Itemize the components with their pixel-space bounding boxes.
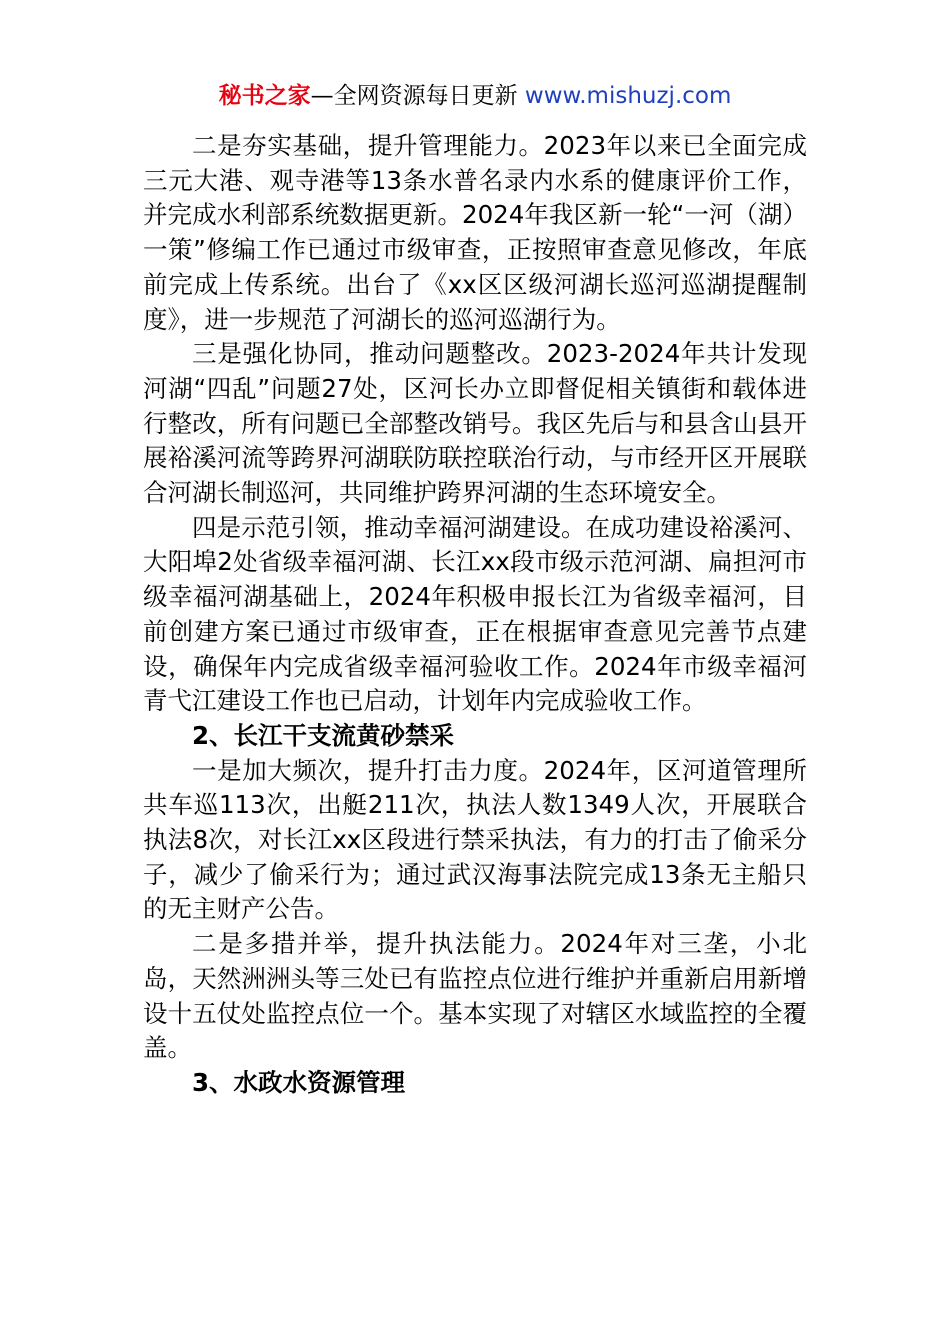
section-heading-sand-mining: 2、长江干支流黄砂禁采 (192, 720, 455, 750)
header-tagline: —全网资源每日更新 (310, 83, 518, 109)
section-heading-water-administration: 3、水政水资源管理 (192, 1067, 406, 1097)
document-body (143, 129, 807, 1101)
paragraph-measures: 二是多措并举，提升执法能力。2024年对三垄，小北岛，天然洲洲头等三处已有监控点位进行维护并重新启用新增设十五仗处监控点位一个。基本实现了对辖区水域监控的全覆盖。 (143, 929, 807, 1063)
header-brand: 秘书之家 (218, 83, 311, 109)
page-header (0, 80, 950, 112)
paragraph-demonstration: 四是示范引领，推动幸福河湖建设。在成功建设裕溪河、大阳埠2处省级幸福河湖、长江xx段市级示范河湖、扁担河市级幸福河湖基础上，2024年积极申报长江为省级幸福河，目前创建方案已通过市级审查，正在根据审查意见完善节点建设，确保年内完成省级幸福河验收工作。2024年市级幸福河青弋江建设工作也已启动，计划年内完成验收工作。 (143, 512, 807, 716)
paragraph-frequency: 一是加大频次，提升打击力度。2024年，区河道管理所共车巡113次，出艇211次，执法人数1349人次，开展联合执法8次，对长江xx区段进行禁采执法，有力的打击了偷采分子，减少了偷采行为；通过武汉海事法院完成13条无主船只的无主财产公告。 (143, 755, 807, 924)
paragraph-foundation: 二是夯实基础，提升管理能力。2023年以来已全面完成三元大港、观寺港等13条水普名录内水系的健康评价工作，并完成水利部系统数据更新。2024年我区新一轮“一河（湖）一策”修编工作已通过市级审查，正按照审查意见修改，年底前完成上传系统。出台了《xx区区级河湖长巡河巡湖提醒制度》，进一步规范了河湖长的巡河巡湖行为。 (143, 131, 807, 334)
header-url-link[interactable]: www.mishuzj.com (524, 83, 732, 109)
paragraph-coordination: 三是强化协同，推动问题整改。2023-2024年共计发现河湖“四乱”问题27处，区河长办立即督促相关镇街和载体进行整改，所有问题已全部整改销号。我区先后与和县含山县开展裕溪河流等跨界河湖联防联控联治行动，与市经开区开展联合河湖长制巡河，共同维护跨界河湖的生态环境安全。 (143, 339, 807, 508)
